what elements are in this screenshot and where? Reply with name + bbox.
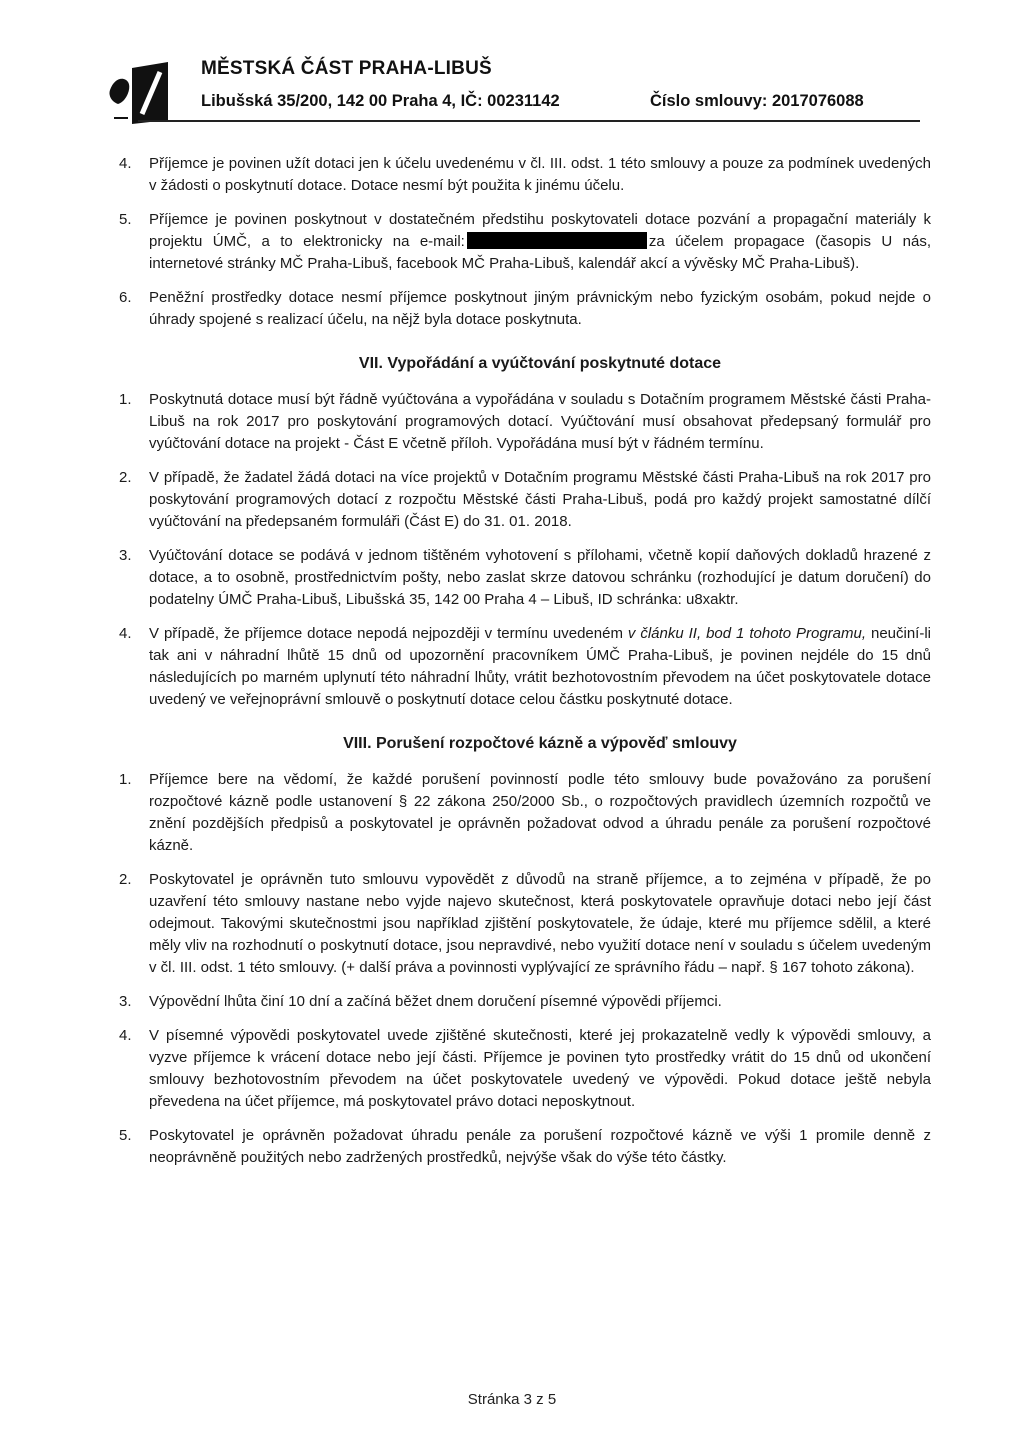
list-item xyxy=(119,209,931,275)
item-text: za účelem propagace (časopis U nás, internetové stránky MČ Praha-Libuš, facebook MČ Praha-Libuš, kalendář akcí a vývěsky MČ Praha-Libuš). xyxy=(149,233,932,272)
item-number: 5. xyxy=(119,211,132,228)
item-number: 4. xyxy=(119,625,132,642)
item-text: Peněžní prostředky dotace nesmí příjemce poskytnout jiným právnickým nebo fyzickým osobám, pokud nejde o úhrady spojené s realizací účelu, na nějž byla dotace poskytnuta. xyxy=(149,289,931,328)
document-body xyxy=(119,153,931,1181)
list-item xyxy=(119,1025,931,1113)
item-text: Poskytnutá dotace musí být řádně vyúčtována a vypořádána v souladu s Dotačním programem Městské části Praha-Libuš na rok 2017 pro poskytování programových dotací. Vyúčtování musí obsahovat předepsaný formulář pro vyúčtování dotace na projekt - Část E včetně příloh. Vypořádána musí být v řádném termínu. xyxy=(149,391,931,452)
item-number: 4. xyxy=(119,155,132,172)
list-item xyxy=(119,623,931,711)
header-divider xyxy=(138,120,920,122)
item-text: Příjemce je povinen poskytnout v dostatečném předstihu poskytovateli dotace pozvání a propagační materiály k projektu ÚMČ, a to elektronicky na e-mail: xyxy=(149,211,931,250)
list-item xyxy=(119,389,931,455)
municipality-logo-icon xyxy=(108,58,186,126)
contract-number: Číslo smlouvy: 2017076088 xyxy=(650,92,864,110)
section-heading: VII. Vypořádání a vyúčtování poskytnuté dotace xyxy=(358,355,722,372)
item-number: 5. xyxy=(119,1127,132,1144)
list-item xyxy=(119,991,931,1013)
item-text: V případě, že příjemce dotace nepodá nejpozději v termínu uvedeném xyxy=(149,625,628,642)
list-item xyxy=(119,153,931,197)
item-number: 3. xyxy=(119,993,132,1010)
list-item xyxy=(119,545,931,611)
list-item xyxy=(119,769,931,857)
redacted-email xyxy=(467,232,647,249)
page-number: Stránka 3 z 5 xyxy=(467,1391,557,1408)
item-number: 6. xyxy=(119,289,132,306)
item-text: Vyúčtování dotace se podává v jednom tištěném vyhotovení s přílohami, včetně kopií daňových dokladů hrazené z dotace, a to osobně, prostřednictvím pošty, nebo zaslat skrze datovou schránku (rozhodující je datum doručení) do podatelny ÚMČ Praha-Libuš, Libušská 35, 142 00 Praha 4 – Libuš, ID schránka: u8xaktr. xyxy=(149,547,931,608)
item-text: V písemné výpovědi poskytovatel uvede zjištěné skutečnosti, které jej prokazatelně vedly k výpovědi smlouvy, a vyzve příjemce k vrácení dotace nebo její části. Příjemce je povinen tyto prostředky vrátit do 15 dnů od ukončení smlouvy bezhotovostním převodem na účet poskytovatele uvedený ve výpovědi. Pokud dotace ještě nebyla převedena na účet příjemce, má poskytovatel právo dotaci neposkytnout. xyxy=(149,1027,931,1110)
document-header xyxy=(108,52,920,128)
item-text: Příjemce bere na vědomí, že každé porušení povinností podle této smlouvy bude považováno za porušení rozpočtové kázně podle ustanovení § 22 zákona 250/2000 Sb., o rozpočtových pravidlech územních rozpočtů ve znění pozdějších předpisů a poskytovatel je oprávněn požadovat odvod a úhradu penále za porušení rozpočtové kázně. xyxy=(149,771,931,854)
list-item xyxy=(119,287,931,331)
item-text: neučiní-li tak ani v náhradní lhůtě 15 dnů od upozornění pracovníkem ÚMČ Praha-Libuš, je povinen nejdéle do 15 dnů následujících po marném uplynutí této náhradní lhůty, vrátit bezhotovostním převodem na účet poskytovatele dotace uvedený ve veřejnoprávní smlouvě o poskytnutí dotace celou částku poskytnuté dotace. xyxy=(149,625,932,708)
item-text: Poskytovatel je oprávněn požadovat úhradu penále za porušení rozpočtové kázně ve výši 1 promile denně z neoprávněně použitých nebo zadržených prostředků, nejvýše však do výše této částky. xyxy=(149,1127,931,1166)
item-text: Poskytovatel je oprávněn tuto smlouvu vypovědět z důvodů na straně příjemce, a to zejména v případě, že po uzavření této smlouvy nastane nebo vyjde najevo skutečnost, která poskytovatele opravňuje dotaci nebo její část odejmout. Takovými skutečnostmi jsou například zjištění poskytovatele, že údaje, které mu příjemce sdělil, a které měly vliv na rozhodnutí o poskytnutí dotace, jsou nepravdivé, nebo využití dotace není v souladu s účelem uvedeným v čl. III. odst. 1 této smlouvy. (+ další práva a povinnosti vyplývající ze správního řádu – např. § 167 tohoto zákona). xyxy=(149,871,931,976)
item-number: 2. xyxy=(119,469,132,486)
item-number: 1. xyxy=(119,771,132,788)
item-text: Výpovědní lhůta činí 10 dní a začíná běžet dnem doručení písemné výpovědi příjemci. xyxy=(149,993,722,1010)
municipality-address: Libušská 35/200, 142 00 Praha 4, IČ: 00231142 xyxy=(201,92,560,110)
item-reference: v článku II, bod 1 tohoto Programu, xyxy=(627,625,867,642)
list-item xyxy=(119,869,931,979)
item-number: 1. xyxy=(119,391,132,408)
list-item xyxy=(119,467,931,533)
item-text: Příjemce je povinen užít dotaci jen k účelu uvedenému v čl. III. odst. 1 této smlouvy a pouze za podmínek uvedených v žádosti o poskytnutí dotace. Dotace nesmí být použita k jinému účelu. xyxy=(149,155,931,194)
item-number: 2. xyxy=(119,871,132,888)
item-number: 4. xyxy=(119,1027,132,1044)
section-heading: VIII. Porušení rozpočtové kázně a výpověď smlouvy xyxy=(343,735,737,752)
item-text: V případě, že žadatel žádá dotaci na více projektů v Dotačním programu Městské části Praha-Libuš na rok 2017 pro poskytování programových dotací z rozpočtu Městské části Praha-Libuš, podá pro každý projekt samostatné dílčí vyúčtování na předepsaném formuláři (Část E) do 31. 01. 2018. xyxy=(149,469,931,530)
municipality-name: MĚSTSKÁ ČÁST PRAHA-LIBUŠ xyxy=(201,58,492,79)
list-item xyxy=(119,1125,931,1169)
item-number: 3. xyxy=(119,547,132,564)
